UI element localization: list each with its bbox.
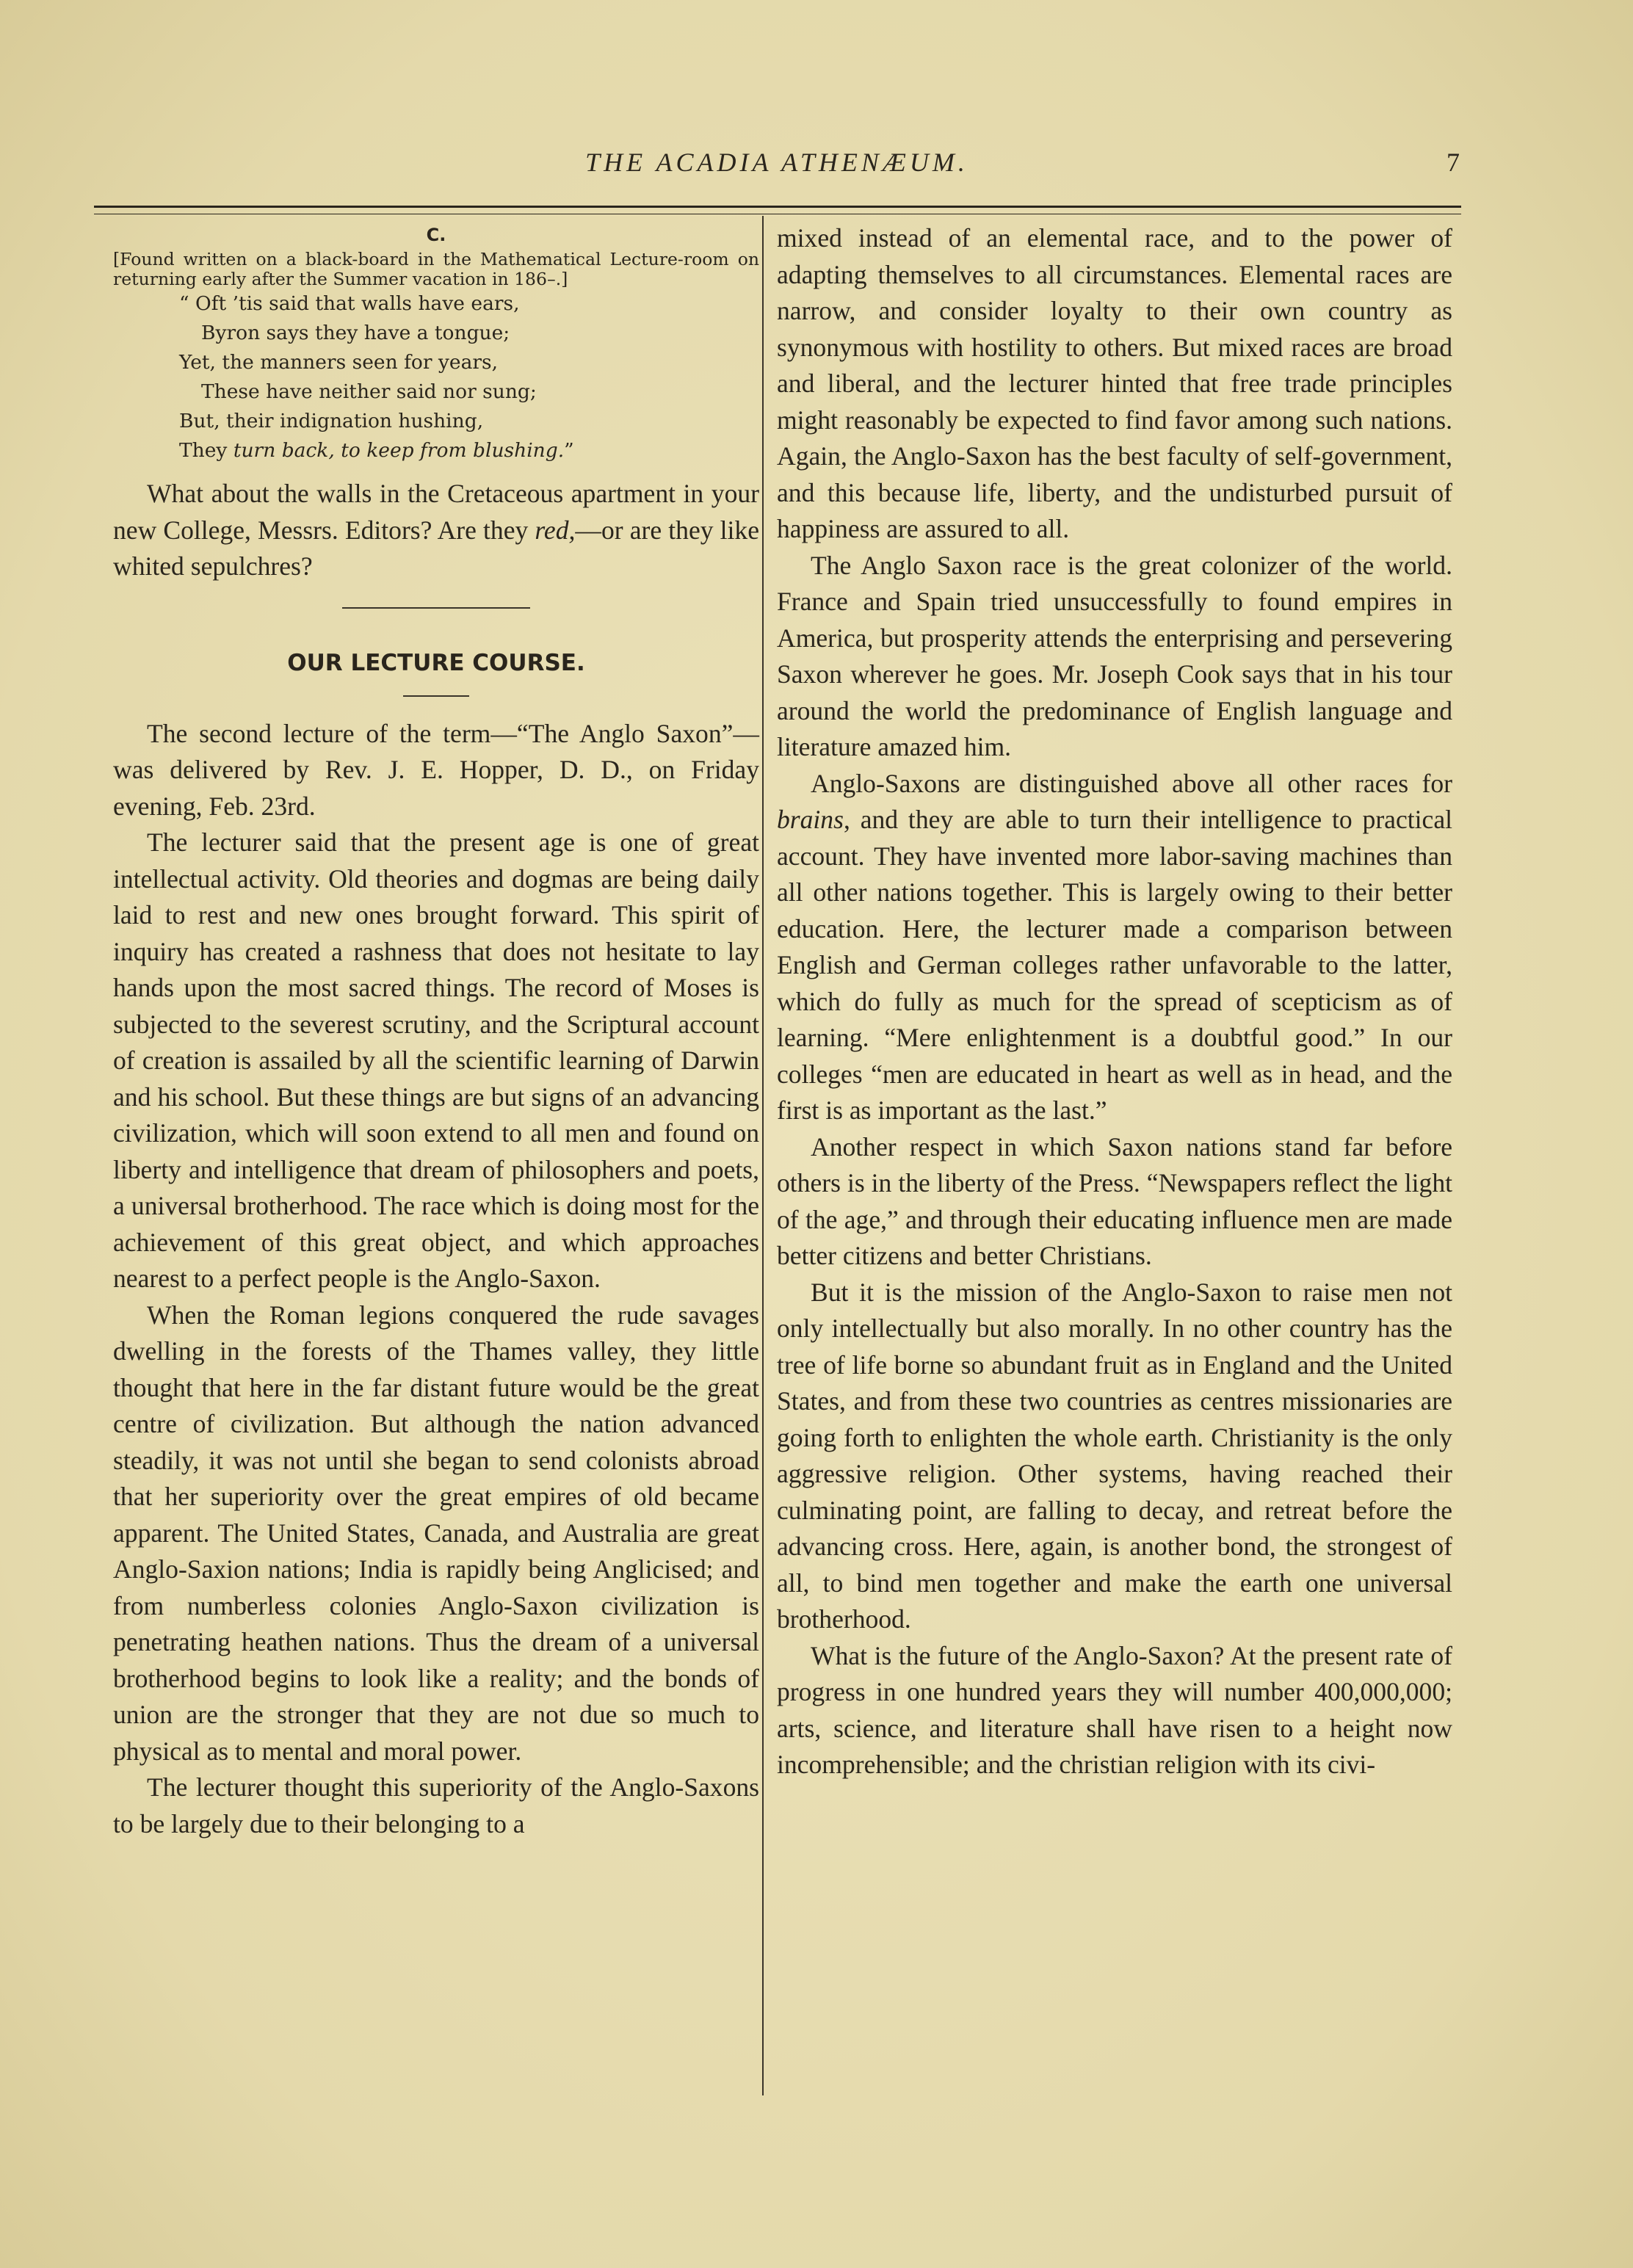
paragraph <box>777 766 1452 1129</box>
paragraph: The second lecture of the term—“The Anglo Saxon”—was delivered by Rev. J. E. Hopper, D. D., on Friday evening, Feb. 23rd. <box>113 718 759 821</box>
paragraph: The lecturer thought this superiority of the Anglo-Saxons to be largely due to their belonging to a <box>113 1772 759 1838</box>
comment-text: What about the walls in the Cretaceous apartment in your new College, Messrs. Editors? Are they <box>113 479 759 545</box>
paragraph-text: Anglo-Saxons are distinguished above all other races for <box>811 768 1452 798</box>
paragraph-italic: brains <box>777 805 844 834</box>
poem-text: They <box>179 439 233 462</box>
poem-text: ” <box>564 439 574 462</box>
paragraph: The Anglo Saxon race is the great colonizer of the world. France and Spain tried unsuccessfully to found empires in America, but prosperity attends the enterprising and persevering Saxon wherever he goes. Mr. Joseph Cook says that in his tour around the world the predominance of English language and literature amazed him. <box>777 550 1452 761</box>
poem-line: Yet, the manners seen for years, <box>179 351 499 374</box>
paragraph: But it is the mission of the Anglo-Saxon to raise men not only intellectually but also morally. In no other country has the tree of life borne so abundant fruit as in England and the United States, and from these two countries as centres missionaries are going forth to enlighten the whole earth. Christianity is the only aggressive religion. Other systems, having reached their culminating point, are falling to decay, and retreat before the advancing cross. Here, again, is another bond, the strongest of all, to bind men together and make the earth one universal brotherhood. <box>777 1277 1452 1634</box>
editorial-comment <box>113 476 759 585</box>
comment-italic: red, <box>535 515 576 545</box>
section-heading: OUR LECTURE COURSE. <box>287 649 585 676</box>
poem-line: These have neither said nor sung; <box>201 380 537 403</box>
paragraph: When the Roman legions conquered the rude savages dwelling in the forests of the Thames valley, they little thought that here in the far distant future would be the great centre of civilization. But although the nation advanced steadily, it was not until she began to send colonists abroad that her superiority over the great empires of old became apparent. The United States, Canada, and Australia are great Anglo-Saxion nations; India is rapidly being Anglicised; and from numberless colonies Anglo-Saxon civilization is penetrating heathen nations. Thus the dream of a universal brotherhood begins to look like a reality; and the bonds of union are the stronger that they are not due so much to physical as to mental and moral power. <box>113 1300 759 1766</box>
poem-note: [Found written on a black-board in the Mathematical Lecture-room on returning early after the Summer vacation in 186–.] <box>113 249 759 289</box>
journal-title: THE ACADIA ATHENÆUM. <box>585 148 968 177</box>
paragraph: What is the future of the Anglo-Saxon? At the present rate of progress in one hundred years they will number 400,000,000; arts, science, and literature shall have risen to a height now incomprehensible; and the christian religion with its civi- <box>777 1640 1452 1779</box>
paragraph-text: , and they are able to turn their intelligence to practical account. They have invented more labor-saving machines than all other nations together. This is largely owing to their better education. Here, the lecturer made a comparison between English and German colleges rather unfavorable to the latter, which do fully as much for the spread of scepticism as of learning. “Mere enlightenment is a doubtful good.” In our colleges “men are educated in heart as well as in head, and the first is as important as the last.” <box>777 805 1452 1125</box>
poem-line: Byron says they have a tongue; <box>201 322 510 344</box>
poem <box>179 289 759 465</box>
poem-line: But, their indignation hushing, <box>179 410 484 432</box>
paragraph: mixed instead of an elemental race, and to the power of adapting themselves to all circumstances. Elemental races are narrow, and consider loyalty to their own country as synonymous with hostility to others. But mixed races are broad and liberal, and the lecturer hinted that free trade principles might reasonably be expected to find favor among such nations. Again, the Anglo-Saxon has the best faculty of self-government, and this because life, liberty, and the undisturbed pursuit of happiness are assured to all. <box>777 223 1452 543</box>
header-rule-thick <box>94 206 1461 208</box>
column-divider <box>762 216 764 2095</box>
poem-line <box>179 436 759 465</box>
paragraph: The lecturer said that the present age is one of great intellectual activity. Old theories and dogmas are being daily laid to rest and new ones brought forward. This spirit of inquiry has created a rashness that does not hesitate to lay hands upon the most sacred things. The record of Moses is subjected to the severest scrutiny, and the Scriptural account of creation is assailed by all the scientific learning of Darwin and his school. But these things are but signs of an advancing civilization, which will soon extend to all men and found on liberty and intelligence that dream of philosophers and poets, a universal brotherhood. The race which is doing most for the achievement of this great object, and which approaches nearest to a perfect people is the Anglo-Saxon. <box>113 827 759 1293</box>
poem-italic-text: turn back, to keep from blushing. <box>233 439 565 462</box>
heading-rule <box>403 695 469 697</box>
poem-line: “ Oft ’tis said that walls have ears, <box>179 292 520 315</box>
right-column <box>777 220 1452 1783</box>
running-head <box>94 147 1460 184</box>
poem-title: C. <box>426 225 446 245</box>
comment-text: —or are they like whited sepulchres? <box>113 515 759 581</box>
page-number: 7 <box>1446 148 1460 177</box>
section-rule <box>342 607 530 609</box>
paragraph: Another respect in which Saxon nations stand far before others is in the liberty of the Press. “Newspapers reflect the light of the age,” and through their educating influence men are made better citizens and better Christians. <box>777 1131 1452 1270</box>
left-column <box>113 220 759 1842</box>
